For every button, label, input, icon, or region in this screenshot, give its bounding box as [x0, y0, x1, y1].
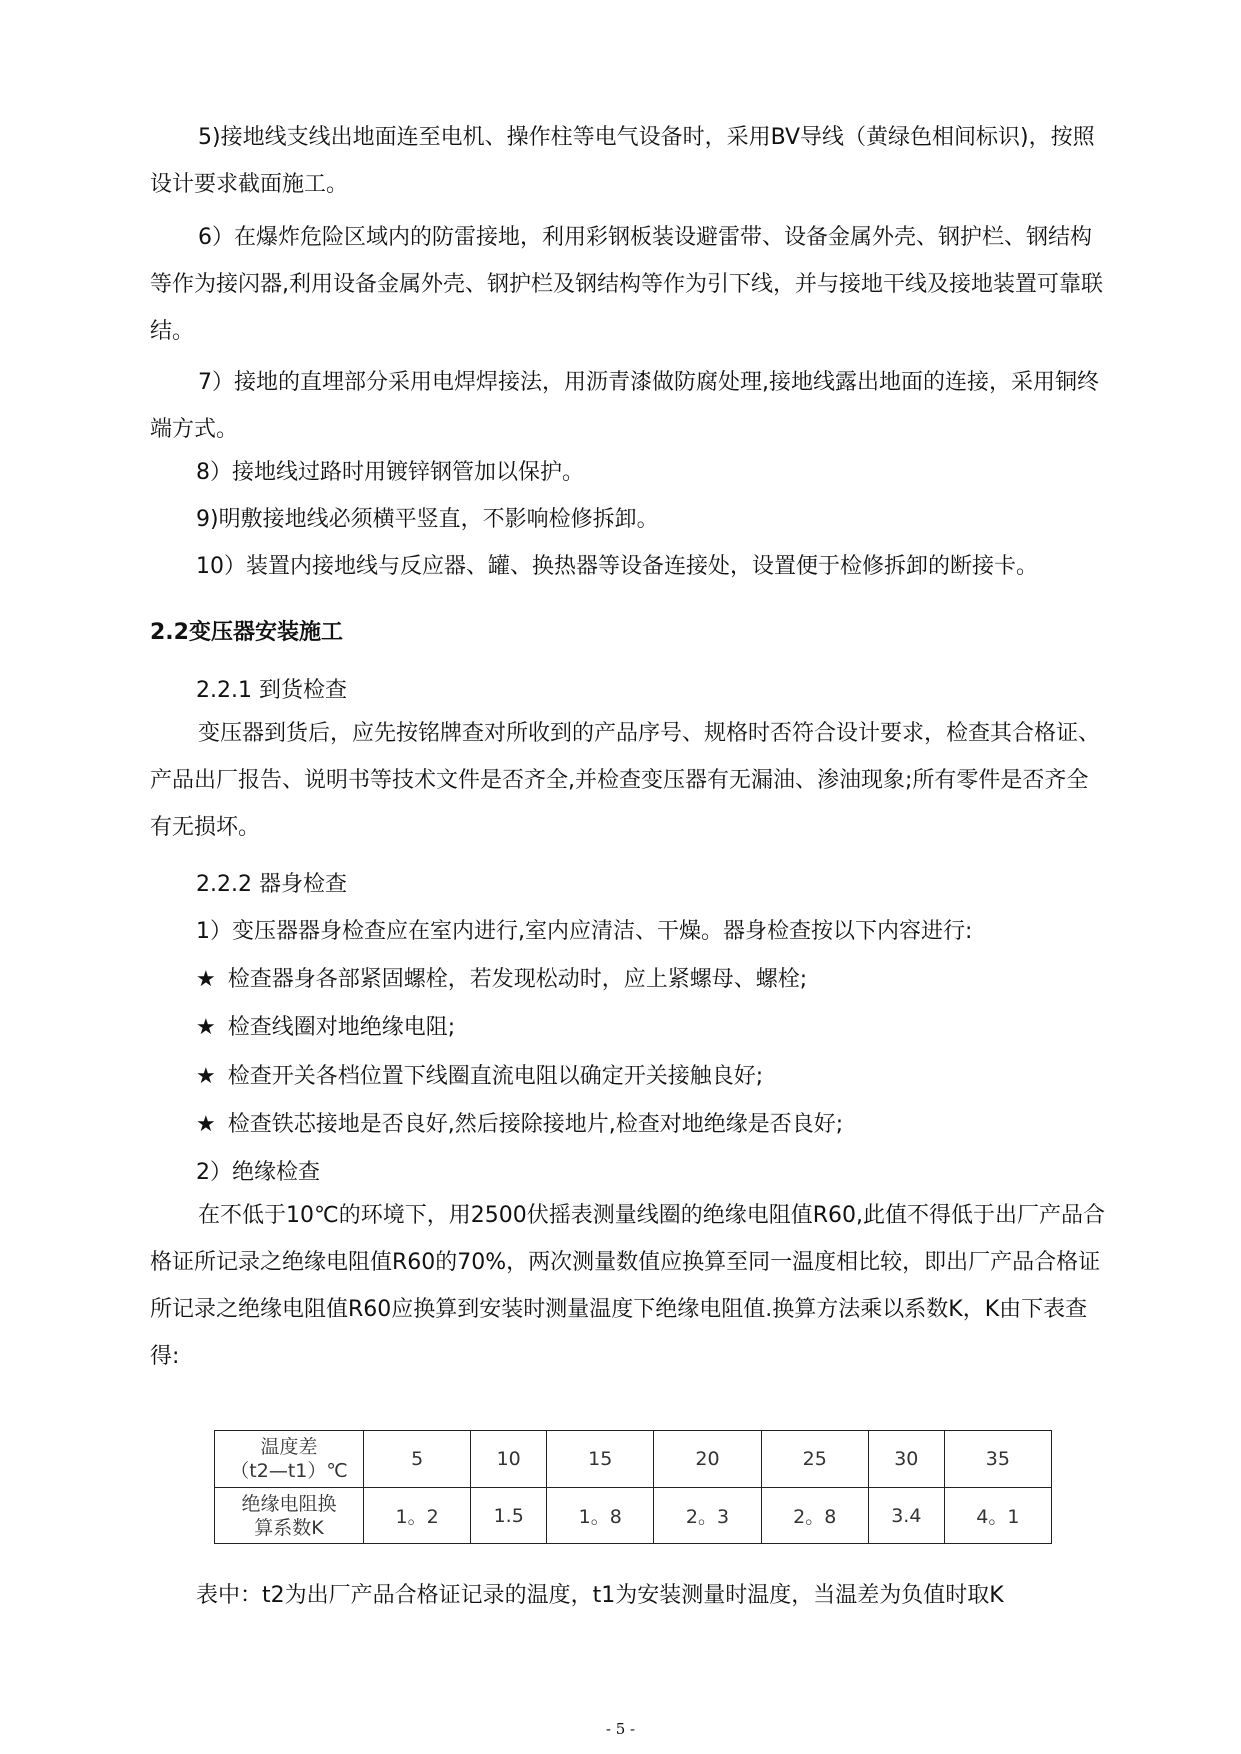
table-header-cell: 温度差 （t2—t1）℃	[215, 1431, 364, 1488]
star-icon: ★	[196, 967, 216, 992]
table-cell: 15	[547, 1431, 654, 1488]
table-cell: 2。8	[761, 1488, 868, 1544]
star-icon: ★	[196, 1064, 216, 1089]
paragraph-8: 8）接地线过路时用镀锌钢管加以保护。	[196, 460, 584, 485]
arrival-check-body: 变压器到货后，应先按铭牌查对所收到的产品序号、规格时否符合设计要求，检查其合格证、产品出厂报告、说明书等技术文件是否齐全,并检查变压器有无漏油、渗油现象;所有零件是否齐全有无损坏。	[150, 721, 1101, 840]
table-header-cell: 绝缘电阻换 算系数K	[215, 1488, 364, 1544]
paragraph-5: 5)接地线支线出地面连至电机、操作柱等电气设备时，采用BV导线（黄绿色相间标识)，按照设计要求截面施工。	[150, 125, 1095, 197]
body-check-item-2: 2）绝缘检查	[196, 1160, 320, 1185]
table-row	[215, 1431, 1052, 1488]
check-item	[196, 1062, 763, 1092]
paragraph-9: 9)明敷接地线必须横平竖直，不影响检修拆卸。	[196, 507, 659, 532]
table-cell: 30	[868, 1431, 944, 1488]
paragraph-7: 7）接地的直埋部分采用电焊焊接法，用沥青漆做防腐处理,接地线露出地面的连接，采用铜终端方式。	[150, 370, 1099, 442]
table-row	[215, 1488, 1052, 1544]
page-number: - 5 -	[605, 1720, 636, 1738]
subsection-title-arrival-check: 2.2.1 到货检查	[196, 678, 347, 703]
table-cell: 2。3	[654, 1488, 761, 1544]
body-check-item-1: 1）变压器器身检查应在室内进行,室内应清洁、干燥。器身检查按以下内容进行:	[196, 919, 973, 944]
check-item	[196, 1013, 455, 1043]
section-heading: 2.2变压器安装施工	[150, 620, 343, 645]
table-cell: 25	[761, 1431, 868, 1488]
table-cell: 1。8	[547, 1488, 654, 1544]
paragraph-6: 6）在爆炸危险区域内的防雷接地，利用彩钢板装设避雷带、设备金属外壳、钢护栏、钢结构等作为接闪器,利用设备金属外壳、钢护栏及钢结构等作为引下线，并与接地干线及接地装置可靠联结。	[150, 225, 1103, 344]
table-cell: 5	[364, 1431, 471, 1488]
paragraph-10: 10）装置内接地线与反应器、罐、换热器等设备连接处，设置便于检修拆卸的断接卡。	[196, 554, 1038, 579]
table-cell: 10	[471, 1431, 547, 1488]
insulation-check-body: 在不低于10℃的环境下，用2500伏摇表测量线圈的绝缘电阻值R60,此值不得低于出厂产品合格证所记录之绝缘电阻值R60的70%，两次测量数值应换算至同一温度相比较，即出厂产品合格证所记录之绝缘电阻值R60应换算到安装时测量温度下绝缘电阻值.换算方法乘以系数K，K由下表查得:	[150, 1203, 1105, 1369]
check-item-text: 检查开关各档位置下线圈直流电阻以确定开关接触良好;	[227, 1064, 764, 1089]
table-cell: 4。1	[944, 1488, 1051, 1544]
table-note: 表中：t2为出厂产品合格证记录的温度，t1为安装测量时温度，当温差为负值时取K	[196, 1583, 1004, 1608]
table-cell: 1.5	[471, 1488, 547, 1544]
check-item	[196, 965, 807, 995]
conversion-table	[214, 1430, 1052, 1544]
star-icon: ★	[196, 1112, 216, 1137]
check-item-text: 检查线圈对地绝缘电阻;	[227, 1015, 456, 1040]
star-icon: ★	[196, 1015, 216, 1040]
table-cell: 1。2	[364, 1488, 471, 1544]
table-cell: 20	[654, 1431, 761, 1488]
table-cell: 35	[944, 1431, 1051, 1488]
table-cell: 3.4	[868, 1488, 944, 1544]
check-item-text: 检查器身各部紧固螺栓，若发现松动时，应上紧螺母、螺栓;	[227, 967, 808, 992]
check-item-text: 检查铁芯接地是否良好,然后接除接地片,检查对地绝缘是否良好;	[227, 1112, 844, 1137]
check-item	[196, 1110, 843, 1140]
subsection-title-body-check: 2.2.2 器身检查	[196, 872, 347, 897]
